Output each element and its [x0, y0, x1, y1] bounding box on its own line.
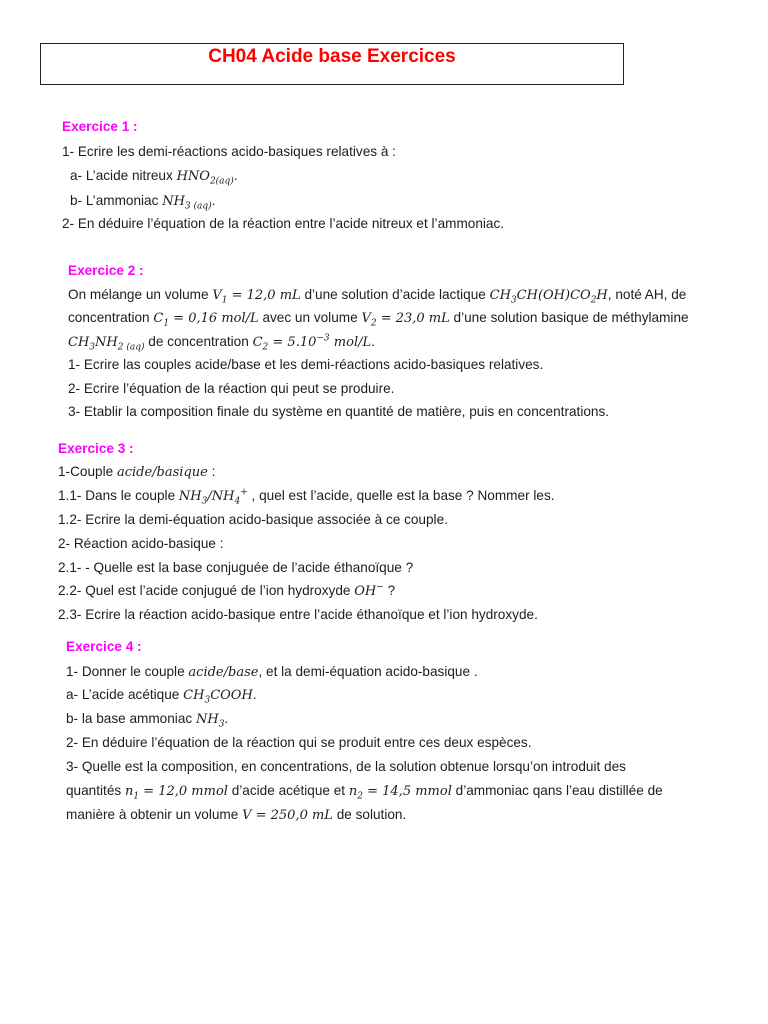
- ex3-line-7: 2.3- Ecrire la réaction acido-basique entre l’acide éthanoïque et l’ion hydroxyde.: [58, 607, 538, 622]
- acetic-acid-formula: $CH_3COOH$: [183, 688, 253, 706]
- ex1-line-1: 1- Ecrire les demi-réactions acido-basiques relatives à :: [62, 144, 396, 159]
- total-volume: V = 250,0 mL: [242, 808, 333, 823]
- ex2-line-1: On mélange un volume $V_1 = 12,0$ mL d’une solution d’acide lactique $CH_3CH(OH)CO_2H$, noté AH, de: [68, 287, 687, 306]
- ex1-line-3: b- L’ammoniac $NH_{3 (aq)}$.: [70, 193, 216, 212]
- ex3-line-3: 1.2- Ecrire la demi-équation acido-basique associée à ce couple.: [58, 512, 448, 527]
- acid-base-couple-formula: acide/basique: [116, 465, 208, 480]
- exercise-1-heading: Exercice 1 :: [62, 119, 138, 134]
- ex1-line-3-text: b- L’ammoniac: [70, 193, 159, 208]
- ex2-line-4: 1- Ecrire las couples acide/base et les demi-réactions acido-basiques relatives.: [68, 357, 544, 372]
- ex2-line-5: 2- Ecrire l’équation de la réaction qui peut se produire.: [68, 381, 395, 396]
- ex4-line-4: 2- En déduire l’équation de la réaction qui se produit entre ces deux espèces.: [66, 735, 532, 750]
- ex4-line-3: b- la base ammoniac $NH_3$.: [66, 711, 229, 730]
- ex3-line-4: 2- Réaction acido-basique :: [58, 536, 224, 551]
- exercise-2-heading: Exercice 2 :: [68, 263, 144, 278]
- lactic-acid-formula: $CH_3CH(OH)CO_2H$: [489, 288, 608, 306]
- ex3-line-5: 2.1- - Quelle est la base conjuguée de l’acide éthanoïque ?: [58, 560, 414, 575]
- ex4-line-5: 3- Quelle est la composition, en concentrations, de la solution obtenue lorsqu’on introduit des: [66, 759, 626, 774]
- page-title: CH04 Acide base Exercices: [208, 46, 456, 67]
- concentration-c1: $C_1 = 0,16$ mol/L: [153, 311, 259, 329]
- exercise-4-heading: Exercice 4 :: [66, 639, 142, 654]
- ex2-line-3: $CH_3NH_{2 (aq)}$ de concentration $C_2 = 5.10^{-3}$ mol/L.: [68, 333, 375, 353]
- volume-v1: $V_1 = 12,0$ mL: [212, 288, 301, 306]
- ammonia-base-formula: $NH_3$: [195, 712, 225, 730]
- ex1-line-2-text: a- L’acide nitreux: [70, 168, 173, 183]
- ex1-line-4: 2- En déduire l’équation de la réaction entre l’acide nitreux et l’ammoniac.: [62, 216, 505, 231]
- ex2-line-6: 3- Etablir la composition finale du système en quantité de matière, puis en concentrations.: [68, 404, 610, 419]
- hydroxide-formula: OH−: [354, 582, 384, 599]
- ex2-line-2: concentration $C_1 = 0,16$ mol/L avec un volume $V_2 = 23,0$ mL d’une solution basique de méthylamine: [68, 310, 689, 329]
- ex3-line-1: 1-Couple acide/basique :: [58, 464, 216, 480]
- ex3-line-2: 1.1- Dans le couple $NH_3/NH_4^+$ , quel est l’acide, quelle est la base ? Nommer les.: [58, 487, 555, 507]
- ex3-line-6: 2.2- Quel est l’acide conjugué de l’ion hydroxyde OH− ?: [58, 582, 396, 599]
- quantity-n1: $n_1 = 12,0$ mmol: [124, 784, 228, 802]
- ammonium-couple-formula: $NH_3/NH_4^+$: [178, 487, 248, 507]
- nitrous-acid-formula: $HNO_{2(aq)}$: [176, 169, 234, 187]
- ammonia-formula: $NH_{3 (aq)}$: [162, 194, 212, 212]
- concentration-c2: $C_2 = 5.10^{-3}$ mol/L: [252, 333, 372, 353]
- ex4-line-7: manière à obtenir un volume V = 250,0 mL de solution.: [66, 807, 407, 823]
- ex4-line-2: a- L’acide acétique $CH_3COOH$.: [66, 687, 257, 706]
- quantity-n2: $n_2 = 14,5$ mmol: [348, 784, 452, 802]
- methylamine-formula: $CH_3NH_{2 (aq)}$: [68, 335, 145, 353]
- ex4-line-6: quantités $n_1 = 12,0$ mmol d’acide acétique et $n_2 = 14,5$ mmol d’ammoniac qans l’eau distillée de: [66, 783, 663, 802]
- exercise-3-heading: Exercice 3 :: [58, 441, 134, 456]
- acid-base-formula: acide/base: [188, 665, 259, 680]
- volume-v2: $V_2 = 23,0$ mL: [361, 311, 450, 329]
- ex4-line-1: 1- Donner le couple acide/base, et la demi-équation acido-basique .: [66, 664, 478, 680]
- ex1-line-2: a- L’acide nitreux $HNO_{2(aq)}$.: [70, 168, 238, 187]
- title-box: [40, 43, 624, 85]
